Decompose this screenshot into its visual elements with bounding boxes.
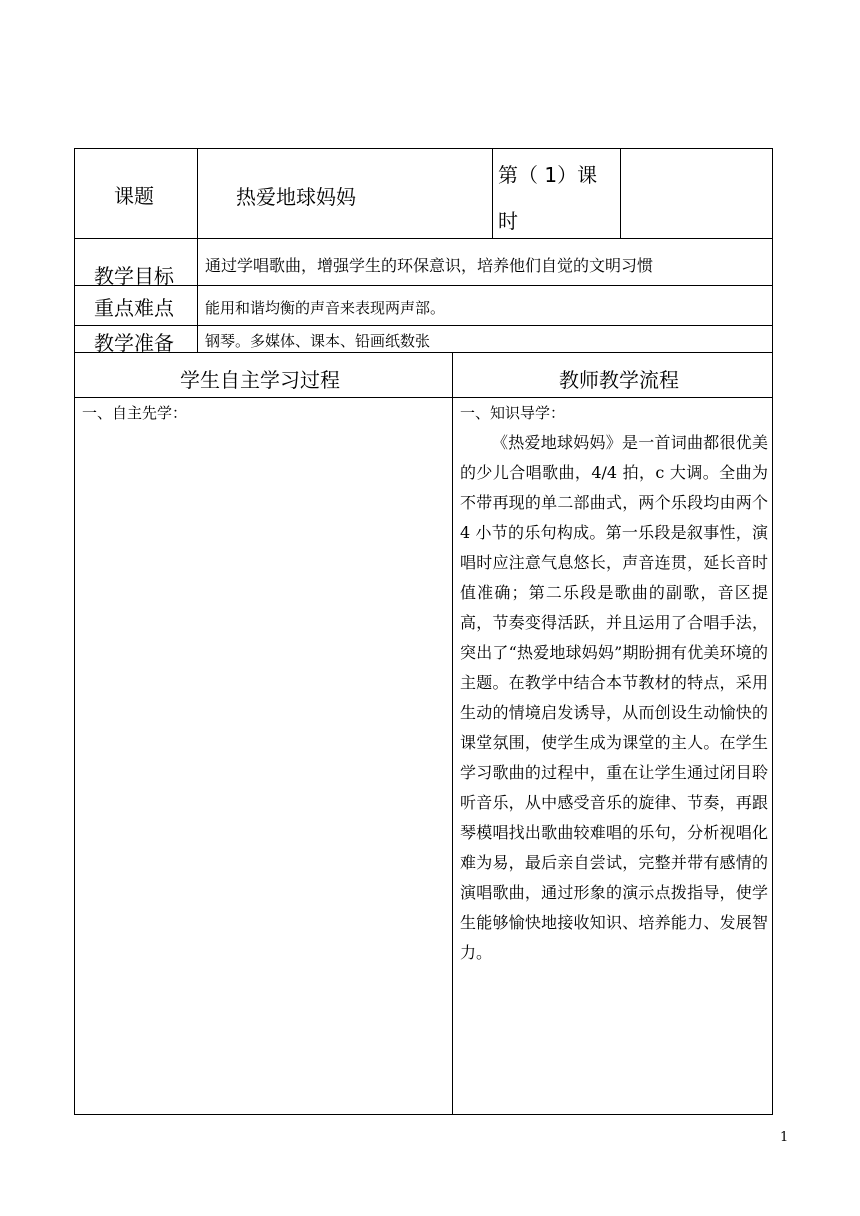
table-line <box>492 148 493 239</box>
key-value: 能用和谐均衡的声音来表现两声部。 <box>205 299 446 317</box>
table-line <box>772 148 773 1115</box>
prep-value: 钢琴。多媒体、课本、铅画纸数张 <box>205 332 431 350</box>
table-line <box>74 148 773 149</box>
goal-label: 教学目标 <box>94 264 174 288</box>
goal-value: 通过学唱歌曲，增强学生的环保意识，培养他们自觉的文明习惯 <box>205 256 654 275</box>
table-line <box>620 148 621 239</box>
table-line <box>74 238 773 239</box>
topic-label: 课题 <box>114 184 154 208</box>
page-number: 1 <box>780 1130 789 1145</box>
table-line <box>74 325 773 326</box>
table-line <box>74 148 75 1115</box>
table-line <box>74 397 773 398</box>
student-process-header: 学生自主学习过程 <box>180 368 340 392</box>
lesson-count-line1: 第（ 1）课 <box>498 163 598 187</box>
right-section-title: 一、知识导学： <box>460 404 566 422</box>
prep-label: 教学准备 <box>94 331 174 355</box>
left-section-title: 一、自主先学： <box>82 404 188 422</box>
lesson-count-line2: 时 <box>498 209 518 233</box>
table-line <box>452 352 453 1115</box>
topic-value: 热爱地球妈妈 <box>236 185 356 209</box>
table-line <box>74 285 773 286</box>
key-label: 重点难点 <box>94 296 174 320</box>
teaching-flow-text: 《热爱地球妈妈》是一首词曲都很优美的少儿合唱歌曲，4/4 拍，c 大调。全曲为不带再现的单二部曲式，两个乐段均由两个 4 小节的乐句构成。第一乐段是叙事性，演唱时应注意气息悠长，声音连贯，延长音时值准确；第二乐段是歌曲的副歌，音区提高，节奏变得活跃，并且运用了合唱手法，突出了“热爱地球妈妈”期盼拥有优美环境的主题。在教学中结合本节教材的特点，采用生动的情境启发诱导，从而创设生动愉快的课堂氛围，使学生成为课堂的主人。在学生学习歌曲的过程中，重在让学生通过闭目聆听音乐，从中感受音乐的旋律、节奏，再跟琴模唱找出歌曲较难唱的乐句，分析视唱化难为易，最后亲自尝试，完整并带有感情的演唱歌曲，通过形象的演示点拨指导，使学生能够愉快地接收知识、培养能力、发展智力。 <box>460 433 768 962</box>
table-line <box>197 148 198 353</box>
teacher-flow-header: 教师教学流程 <box>559 368 679 392</box>
table-line <box>74 352 773 353</box>
table-line <box>74 1114 773 1115</box>
